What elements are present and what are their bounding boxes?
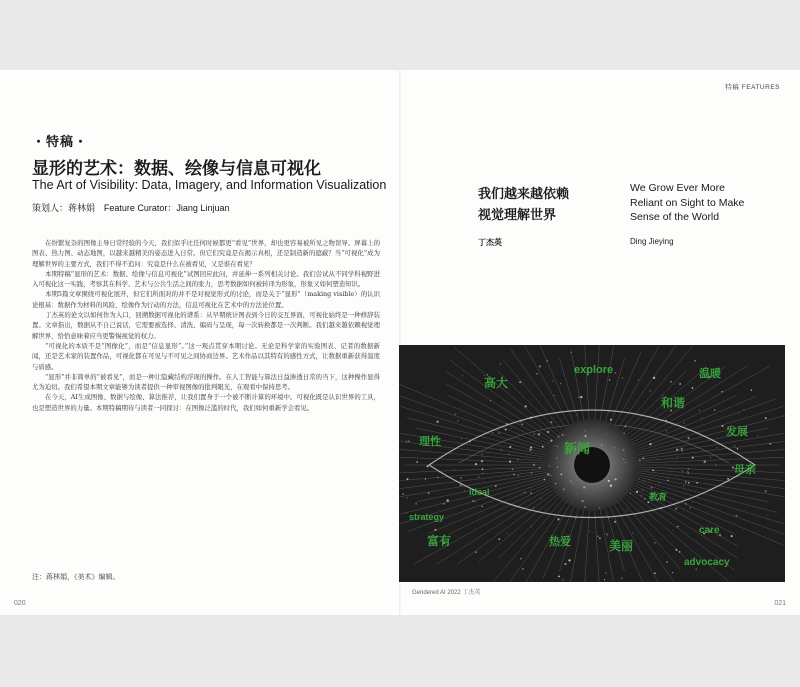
artwork-dot (614, 447, 615, 448)
artwork-dot (558, 575, 560, 577)
artwork-dot (547, 431, 549, 433)
article-title-en (630, 181, 744, 225)
artwork-dot (621, 578, 622, 579)
artwork-dot (425, 478, 426, 479)
artwork-dot (533, 464, 535, 466)
paragraph: “显形”并非简单的“被看见”，而是一种让隐藏结构浮现的操作。在人工智能与算法日益渗透日常的当下，这种操作显得尤为迫切。我们希望本期文章能够为读者提供一种审视图像的批判眼光，在观看中保持思考。 (32, 372, 380, 392)
paragraph: 丁杰英的论文以如何作为入口，回溯数据可视化的谱系：从早期统计图表到今日的交互界面，可视化始终是一种修辞装置。文章指出，数据从不自己说话，它需要被选择、清洗、编码与呈现，每一次转换都是一次判断。我们越来越依赖视觉理解世界，恰恰意味着应当更警惕视觉的权力。 (32, 311, 380, 340)
artwork-dot (531, 526, 532, 527)
artwork-dot (599, 507, 600, 508)
artwork-dot (558, 436, 560, 438)
artwork-dot (539, 467, 541, 469)
paragraph: 在今天，AI生成图像、数据与绘像、算法推荐，让我们置身于一个被不断计算的环境中。可视化既是认识世界的工具，也是塑造世界的力量。本期特稿期待与读者一同探讨：在图像泛滥的时代，我们如何重新学会看见。 (32, 393, 380, 412)
article-title-zh (478, 184, 569, 226)
artwork-dot (506, 423, 508, 425)
artwork-dot (638, 380, 639, 381)
page-number-left: 020 (14, 600, 26, 607)
artwork-dot (670, 468, 671, 469)
artwork-dot (673, 530, 674, 531)
artwork-dot (564, 563, 566, 565)
artwork-dot (599, 537, 601, 539)
artwork-dot (530, 417, 532, 419)
artwork-word: 高大 (484, 376, 509, 390)
artwork-dot (677, 456, 678, 457)
artwork-dot (670, 381, 672, 383)
artwork-dot (714, 409, 715, 410)
artwork-dot (563, 488, 565, 490)
body-text (32, 238, 380, 413)
artwork-dot (406, 512, 407, 513)
artwork-dot (737, 448, 739, 450)
artwork-dot (636, 491, 638, 493)
artwork-dot (513, 473, 515, 475)
artwork-dot (509, 461, 511, 463)
artwork-dot (552, 380, 553, 381)
artwork-dot (550, 439, 552, 441)
article-title-en-line: Sense of the World (630, 211, 720, 223)
artwork-dot (615, 478, 617, 480)
artwork-dot (585, 430, 586, 431)
artwork-dot (522, 568, 524, 570)
artwork-dot (554, 395, 555, 396)
artwork-dot (550, 421, 552, 423)
artwork-word: 母亲 (734, 464, 756, 476)
artwork-dot (654, 542, 655, 543)
artwork-dot (639, 478, 640, 479)
artwork-dot (688, 437, 690, 439)
artwork-dot (573, 483, 574, 484)
artwork-dot (677, 526, 679, 528)
artwork-dot (690, 507, 691, 508)
artwork-dot (744, 409, 745, 410)
artwork-dot (679, 383, 681, 385)
artwork-dot (512, 468, 513, 469)
artwork-dot (653, 377, 655, 379)
artwork-dot (675, 549, 677, 551)
artwork-caption: Gendered AI 2022 丁杰英 (412, 590, 481, 596)
artwork-dot (529, 487, 530, 488)
artwork-dot (601, 444, 603, 446)
artwork-dot (519, 381, 521, 383)
artwork-dot (460, 477, 462, 479)
artwork-dot (482, 473, 483, 474)
article-title-en-line: Reliant on Sight to Make (630, 196, 745, 209)
artwork-dot (482, 468, 484, 470)
artwork-dot (654, 572, 656, 574)
artwork-dot (704, 461, 706, 463)
artwork-word: 理性 (419, 436, 441, 448)
artwork-dot (525, 405, 527, 407)
artwork-dot (571, 502, 572, 503)
artwork-dot (624, 425, 626, 427)
artwork-dot (652, 469, 654, 471)
page-number-right: 021 (774, 600, 786, 607)
artwork-dot (715, 464, 717, 466)
artwork-dot (675, 507, 677, 509)
artwork-dot (569, 579, 570, 580)
artwork-dot (520, 558, 522, 560)
artwork-dot (427, 465, 429, 467)
artwork-dot (685, 503, 687, 505)
artwork-dot (622, 377, 623, 378)
artwork-dot (560, 383, 561, 384)
artwork-dot (731, 535, 733, 537)
artwork-dot (402, 493, 404, 495)
paragraph: 在纷繁复杂的图像主导日常经验的今天，我们似乎比任何时候都更“看见”世界，却也更容易被所见之物误导。屏幕上的图表、热力图、动态地图，以越来越精美的姿态进入日常。但它们究竟是在揭示真相，还是制造新的遮蔽？当“可视化”成为理解世界的主要方式，我们不得不追问：究竟是什么在被看见，又是谁在看见？ (32, 239, 380, 268)
artwork-dot (630, 493, 631, 494)
artwork-word: strategy (409, 512, 445, 522)
artwork-dot (687, 468, 689, 470)
artwork-dot (557, 518, 559, 520)
section-mark: ・特稿・ (32, 135, 89, 150)
artwork-dot (649, 443, 651, 445)
artwork-word: care (699, 525, 720, 536)
artwork-word: advocacy (684, 557, 730, 568)
article-title-zh-line: 我们越来越依赖 (478, 187, 570, 202)
paragraph: “可视化的本质不是“图像化”，而是“信息显形”。”这一观点贯穿本期讨论。无论是科学家的实验图表、记者的数据新闻，还是艺术家的装置作品，可视化都在可见与不可见之间协商边界。艺术作品以其特有的感性方式，让数据重新获得温度与质感。 (32, 341, 380, 371)
artwork-dot (531, 580, 532, 581)
artwork-dot (416, 461, 418, 463)
artwork-dot (685, 481, 686, 482)
artwork-dot (435, 529, 437, 531)
artwork-dot (507, 533, 508, 534)
artwork-word: 温暖 (699, 368, 721, 380)
artwork-dot (608, 517, 609, 518)
artwork-dot (683, 486, 684, 487)
artwork-dot (437, 477, 439, 479)
artwork-dot (530, 447, 532, 449)
artwork-dot (538, 433, 540, 435)
artwork-dot (461, 438, 462, 439)
artwork-dot (554, 445, 555, 446)
artwork-dot (649, 479, 650, 480)
artwork-dot (478, 476, 479, 477)
artwork-dot (562, 579, 564, 581)
running-header (725, 82, 780, 91)
artwork-dot (595, 559, 596, 560)
artwork-dot (696, 482, 698, 484)
artwork-dot (615, 372, 617, 374)
artwork-dot (688, 482, 690, 484)
artwork-dot (667, 480, 669, 482)
artwork-dot (406, 497, 408, 499)
artwork-dot (498, 538, 500, 540)
artwork-dot (481, 454, 482, 455)
artwork-dot (694, 360, 696, 362)
artwork-dot (757, 435, 758, 436)
artwork-dot (577, 494, 578, 495)
artwork-dot (548, 442, 549, 443)
artwork-dot (738, 413, 739, 414)
artwork-dot (517, 459, 518, 460)
artwork-dot (546, 360, 547, 361)
artwork-word: 和谐 (661, 396, 686, 410)
running-header-en: FEATURES (741, 84, 780, 91)
artwork-dot (533, 434, 535, 436)
artwork-dot (625, 462, 626, 463)
artwork-eye-image (399, 345, 785, 582)
artwork-dot (509, 446, 511, 448)
artwork-dot (575, 518, 576, 519)
artwork-dot (632, 533, 633, 534)
artwork-word: 教育 (649, 492, 668, 502)
artwork-dot (539, 365, 541, 367)
artwork-dot (555, 483, 557, 485)
artwork-dot (556, 457, 557, 458)
artwork-dot (644, 480, 645, 481)
curator-en: Feature Curator：Jiang Linjuan (103, 203, 230, 213)
artwork-dot (415, 503, 417, 505)
artwork-dot (523, 493, 524, 494)
artwork-dot (556, 445, 557, 446)
artwork-dot (679, 551, 681, 553)
artwork-dot (408, 440, 410, 442)
feature-title-en: The Art of Visibility: Data, Imagery, and Information Visualization (32, 178, 387, 192)
artwork-dot (557, 467, 558, 468)
artwork-dot (769, 443, 771, 445)
artwork-dot (642, 490, 643, 491)
artwork-dot (710, 457, 711, 458)
artwork-dot (540, 498, 541, 499)
artwork-dot (570, 352, 571, 353)
artwork-dot (578, 397, 579, 398)
artwork-dot (447, 499, 449, 501)
curator-line (32, 201, 229, 214)
artwork-dot (492, 432, 493, 433)
artwork-dot (529, 449, 531, 451)
artwork-dot (681, 470, 683, 472)
artwork-dot (508, 454, 509, 455)
artwork-dot (666, 420, 667, 421)
artwork-dot (457, 420, 459, 422)
artwork-dot (407, 478, 409, 480)
artwork-dot (765, 417, 767, 419)
artwork-dot (454, 469, 455, 470)
artwork-dot (560, 474, 562, 476)
artwork-dot (765, 490, 767, 492)
artwork-dot (727, 478, 729, 480)
artwork-dot (611, 484, 612, 485)
artwork-dot (462, 375, 463, 376)
artwork-dot (695, 568, 697, 570)
artwork-dot (608, 480, 610, 482)
artwork-dot (717, 447, 718, 448)
artwork-word: explore (574, 364, 614, 376)
artwork-dot (472, 500, 474, 502)
artwork-dot (481, 460, 483, 462)
artwork-dot (666, 561, 668, 563)
artwork-dot (568, 559, 570, 561)
artwork-dot (584, 435, 586, 437)
paragraph: 本期特稿“显形的艺术：数据、绘像与信息可视化”试图回应此问，并延伸一系列相关讨论。我们尝试从不同学科视野进入可视化这一实践，考察其在科学、艺术与公共生活之间的张力，思考数据如何被转译为形象，形象又如何塑造知识。 (32, 269, 380, 289)
artwork-dot (681, 448, 683, 450)
artwork-dot (640, 495, 642, 497)
artwork-dot (549, 465, 550, 466)
artwork-dot (639, 459, 641, 461)
artwork-dot (649, 390, 651, 392)
paragraph: 本期5篇文章围绕可视化展开，但它们所面对的并不是对视觉形式的讨论，而是关于“显形”（making visible）的认识论根基：数据作为材料的风险，绘像作为行动的方法，信息可视化在艺术中的方法论位置。 (32, 290, 380, 309)
artwork-dot (518, 475, 519, 476)
artwork-dot (533, 508, 534, 509)
artwork-word: 热爱 (549, 536, 571, 548)
artwork-dot (610, 419, 612, 421)
artwork-dot (501, 449, 502, 450)
feature-title-zh: 显形的艺术：数据、绘像与信息可视化 (32, 159, 321, 179)
artwork-word: 富有 (427, 534, 452, 548)
artwork-dot (701, 418, 702, 419)
artwork-dot (627, 510, 628, 511)
artwork-dot (627, 408, 628, 409)
artwork-dot (597, 535, 599, 537)
artwork-dot (460, 484, 462, 486)
artwork-dot (623, 459, 624, 460)
artwork-dot (687, 472, 689, 474)
artwork-dot (593, 532, 594, 533)
artwork-dot (577, 415, 578, 416)
artwork-dot (687, 471, 688, 472)
artwork-dot (542, 446, 544, 448)
artwork-dot (536, 373, 538, 375)
artwork-dot (500, 363, 501, 364)
artwork-dot (570, 481, 571, 482)
artwork-word: 新闻 (564, 441, 591, 456)
artwork-dot (633, 443, 634, 444)
running-header-zh: 特稿 (725, 83, 740, 91)
artwork-dot (455, 413, 457, 415)
artwork-dot (609, 379, 611, 381)
artwork-dot (606, 533, 608, 535)
artwork-dot (721, 391, 722, 392)
curator-zh: 策划人：蒋林娟 (32, 204, 96, 214)
artwork-dot (522, 424, 523, 425)
artwork-dot (614, 521, 616, 523)
artwork-dot (692, 387, 694, 389)
artwork-dot (610, 485, 612, 487)
artwork-dot (676, 449, 678, 451)
artwork-dot (475, 463, 477, 465)
artwork-dot (562, 434, 564, 436)
artwork-dot (606, 434, 607, 435)
artwork-dot (692, 457, 694, 459)
artwork-dot (547, 473, 549, 475)
artwork-dot (582, 500, 584, 502)
artwork-dot (584, 506, 586, 508)
artwork-dot (580, 396, 582, 398)
artwork-dot (495, 485, 497, 487)
artwork-dot (505, 428, 507, 430)
artwork-dot (475, 501, 476, 502)
artwork-dot (550, 475, 551, 476)
artwork-dot (657, 459, 658, 460)
artwork-dot (660, 507, 662, 509)
artwork-dot (406, 441, 407, 442)
footnote: 注：蒋林娟，《美术》编辑。 (32, 573, 120, 581)
artwork-dot (699, 410, 700, 411)
artwork-dot (436, 421, 438, 423)
artwork-dot (642, 458, 644, 460)
artwork-dot (736, 515, 738, 517)
artwork-dot (666, 430, 667, 431)
artwork-dot (524, 491, 526, 493)
artwork-dot (589, 531, 590, 532)
artwork-dot (544, 479, 546, 481)
artwork-dot (605, 572, 607, 574)
artwork-dot (651, 487, 653, 489)
artwork-word: 发展 (726, 426, 748, 438)
artwork-dot (672, 572, 673, 573)
artwork-dot (751, 389, 752, 390)
artwork-dot (498, 432, 499, 433)
artwork-dot (721, 425, 723, 427)
artwork-dot (767, 515, 768, 516)
artwork-dot (490, 400, 491, 401)
artwork-dot (531, 492, 532, 493)
author-zh: 丁杰英 (478, 238, 502, 247)
article-title-en-line: We Grow Ever More (630, 182, 725, 194)
artwork-dot (464, 490, 465, 491)
article-title-zh-line: 视觉理解世界 (478, 208, 557, 223)
artwork-dot (481, 506, 482, 507)
artwork-dot (519, 420, 521, 422)
artwork-dot (604, 579, 605, 580)
artwork-dot (531, 472, 533, 474)
artwork-dot (681, 450, 683, 452)
artwork-dot (475, 551, 477, 553)
artwork-dot (659, 482, 660, 483)
artwork-dot (623, 433, 624, 434)
artwork-dot (583, 486, 585, 488)
artwork-word: 美丽 (609, 539, 634, 553)
artwork-dot (623, 449, 625, 451)
artwork-dot (443, 503, 445, 505)
artwork-dot (511, 428, 512, 429)
artwork-dot (469, 440, 471, 442)
artwork-dot (684, 423, 685, 424)
author-en: Ding Jieying (630, 237, 674, 246)
artwork-dot (644, 498, 646, 500)
artwork-dot (428, 492, 429, 493)
artwork-dot (734, 445, 735, 446)
artwork-word: ideal (469, 487, 490, 497)
